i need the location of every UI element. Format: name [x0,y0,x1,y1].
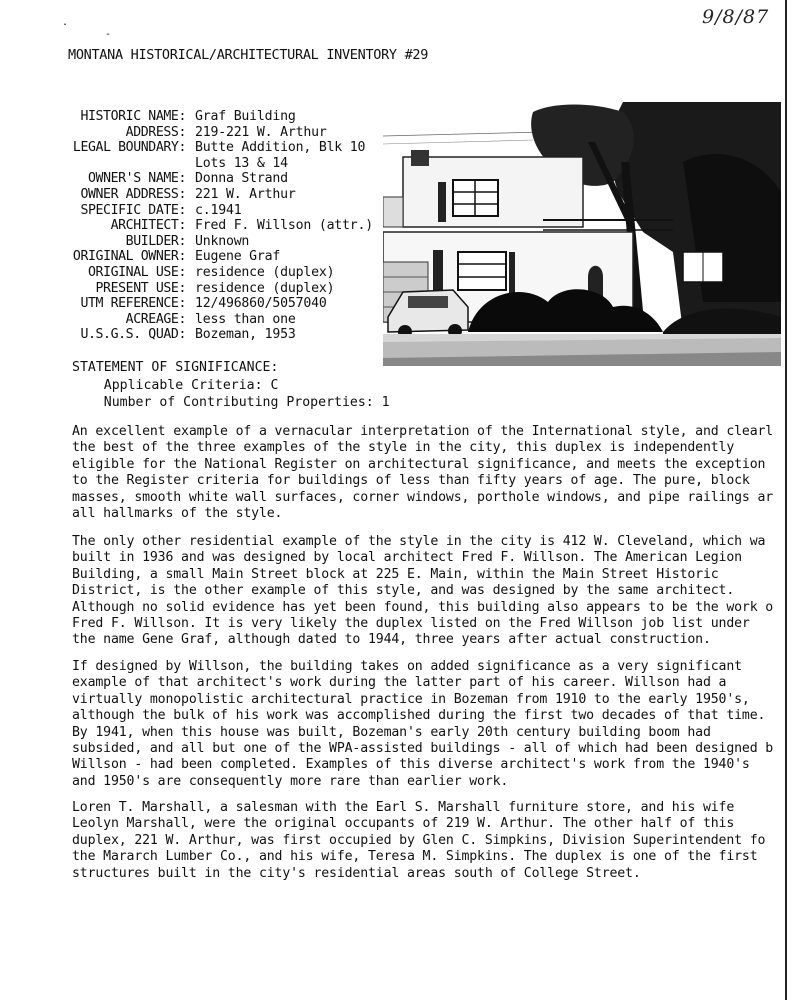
field-value: Donna Strand [195,171,288,187]
field-row [68,218,373,234]
field-row [68,140,373,156]
sos-heading: STATEMENT OF SIGNIFICANCE: [72,360,279,375]
text-line: If designed by Willson, the building takes on added significance as a very significant [72,659,742,674]
field-label: ORIGINAL OWNER: [72,249,186,265]
paragraph-4 [72,800,784,882]
paragraph-2 [72,534,784,649]
document-title: MONTANA HISTORICAL/ARCHITECTURAL INVENTORY #29 [68,47,429,63]
inventory-fields [68,109,373,343]
field-value: Butte Addition, Blk 10 [195,140,366,156]
field-label: ACREAGE: [125,311,186,327]
field-value: 221 W. Arthur [195,186,296,202]
field-label: HISTORIC NAME: [80,109,186,124]
statement-of-significance [72,359,390,412]
paragraph-3 [72,659,784,790]
field-label: SPECIFIC DATE: [80,202,186,218]
text-line: the name Gene Graf, although dated to 1944, three years after actual construction. [72,632,711,648]
field-label: ARCHITECT: [110,218,186,234]
field-row [68,249,373,265]
text-line: built in 1936 and was designed by local architect Fred F. Willson. The American Legion [72,550,742,566]
paragraph-1 [72,424,784,522]
text-line: duplex, 221 W. Arthur, was first occupied by Glen C. Simpkins, Division Superintendent fo [72,832,766,848]
text-line: all hallmarks of the style. [72,506,283,522]
field-label: OWNER ADDRESS: [80,186,186,202]
field-label: OWNER'S NAME: [87,171,186,187]
field-value: 219-221 W. Arthur [195,124,327,140]
text-line: The only other residential example of the style in the city is 412 W. Cleveland, which wa [72,534,766,549]
text-line: District, is the other example of this style, and was designed by the same architect. [72,583,735,599]
text-line: Building, a small Main Street block at 225 E. Main, within the Main Street Historic [72,566,719,582]
field-row [68,187,373,203]
field-row [68,327,373,343]
field-row [68,265,373,281]
text-line: and 1950's are consequently more rare than earlier work. [72,773,509,789]
text-line: Willson - had been completed. Examples of this diverse architect's work from the 1940's [72,757,750,773]
field-value: residence (duplex) [195,280,335,296]
text-line: the best of the three examples of the style in the city, this duplex is independently [72,440,735,456]
field-label: ADDRESS: [125,124,186,140]
text-line: By 1941, when this house was built, Bozeman's early 20th century building boom had [72,724,711,740]
field-row [68,312,373,328]
field-row [68,171,373,187]
field-label: PRESENT USE: [95,280,186,296]
field-row [68,296,373,312]
text-line: the Mararch Lumber Co., and his wife, Teresa M. Simpkins. The duplex is one of the first [72,849,758,865]
field-value: Bozeman, 1953 [195,327,296,343]
text-line: although the bulk of his work was accomplished during the first two decades of that time. [72,708,766,724]
field-value: 12/496860/5057040 [195,296,327,312]
field-value: Graf Building [195,109,296,124]
text-line: Loren T. Marshall, a salesman with the Earl S. Marshall furniture store, and his wife [72,800,735,815]
field-row [68,125,373,141]
field-label: BUILDER: [125,233,186,249]
field-value: Eugene Graf [195,249,281,265]
text-line: example of that architect's work during the latter part of his career. Willson had a [72,675,727,691]
field-value: less than one [195,311,296,327]
text-line: virtually monopolistic architectural practice in Bozeman from 1910 to the early 1950's, [72,691,750,707]
field-label: U.S.G.S. QUAD: [80,327,186,343]
building-photo [383,102,781,366]
field-value: residence (duplex) [195,264,335,280]
field-row [68,109,373,125]
scan-mark: . [62,17,69,28]
field-value: Lots 13 & 14 [195,155,288,171]
scan-edge [785,0,787,1000]
sos-criteria: Applicable Criteria: C [72,377,279,393]
field-value: c.1941 [195,202,242,218]
field-row [68,156,373,172]
text-line: to the Register criteria for buildings of less than fifty years of age. The pure, block [72,473,750,489]
field-value: Fred F. Willson (attr.) [195,218,374,234]
field-label: LEGAL BOUNDARY: [72,140,186,156]
text-line: Leolyn Marshall, were the original occupants of 219 W. Arthur. The other half of this [72,816,735,832]
text-line: masses, smooth white wall surfaces, corner windows, porthole windows, and pipe railings ar [72,489,774,505]
handwritten-date: 9/8/87 [702,6,770,28]
field-label [68,156,186,172]
field-row [68,203,373,219]
text-line: eligible for the National Register on architectural significance, and meets the exception [72,456,766,472]
field-label: UTM REFERENCE: [80,296,186,312]
text-line: An excellent example of a vernacular interpretation of the International style, and clearl [72,424,774,439]
field-row [68,234,373,250]
field-value: Unknown [195,233,250,249]
field-label: ORIGINAL USE: [87,264,186,280]
field-row [68,281,373,297]
sos-contributing: Number of Contributing Properties: 1 [72,395,390,410]
text-line: Fred F. Willson. It is very likely the duplex listed on the Fred Willson job list under [72,616,750,632]
scan-mark: - [105,29,112,40]
text-line: structures built in the city's residential areas south of College Street. [72,865,641,881]
text-line: Although no solid evidence has yet been found, this building also appears to be the work o [72,599,774,615]
text-line: subsided, and all but one of the WPA-assisted buildings - all of which had been designed b [72,741,774,757]
